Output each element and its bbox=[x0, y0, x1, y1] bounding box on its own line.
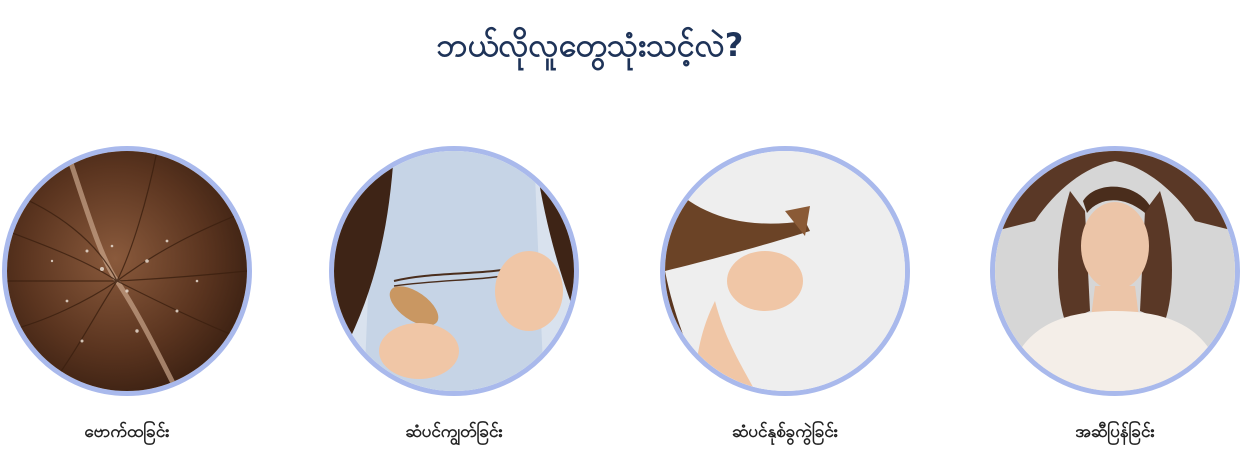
symptom-label: အဆီပြန်ခြင်း bbox=[1075, 422, 1155, 442]
symptom-label: ဆံပင်နုစ်ခွကွဲခြင်း bbox=[731, 422, 839, 442]
dandruff-scalp-illustration bbox=[7, 151, 247, 391]
split-ends-image bbox=[660, 146, 910, 396]
symptom-label: ဆံပင်ကျွတ်ခြင်း bbox=[405, 422, 503, 442]
symptom-card-split-ends bbox=[660, 146, 910, 442]
symptom-card-dandruff bbox=[2, 146, 252, 442]
oily-hair-image bbox=[990, 146, 1240, 396]
symptom-label: ဗောက်ထခြင်း bbox=[84, 422, 170, 442]
symptom-card-hair-loss bbox=[329, 146, 579, 442]
hair-loss-image bbox=[329, 146, 579, 396]
dandruff-scalp-image bbox=[2, 146, 252, 396]
page-title: ဘယ်လိုလူတွေသုံးသင့်လဲ? bbox=[436, 26, 744, 65]
hair-loss-brush-illustration bbox=[334, 151, 574, 391]
symptom-card-oily-hair bbox=[990, 146, 1240, 442]
oily-frizzy-hair-illustration bbox=[995, 151, 1235, 391]
split-ends-illustration bbox=[665, 151, 905, 391]
